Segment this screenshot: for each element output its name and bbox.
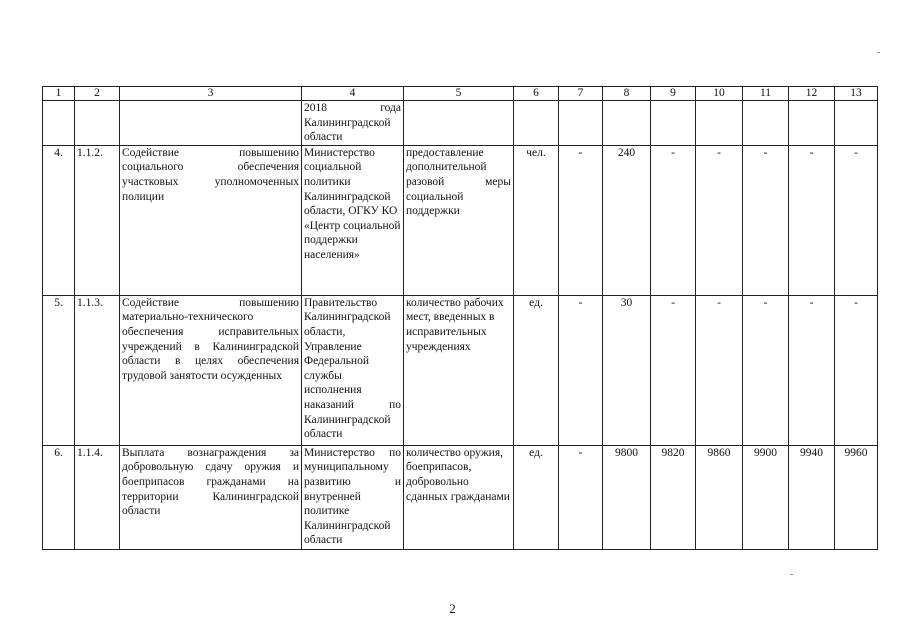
row-value-11: - [743,145,789,295]
row-indicator: количество рабочих мест, введенных в исправительных учреждениях [404,295,514,445]
table-row [43,295,878,445]
row-value-12: - [789,145,835,295]
continuation-row [43,101,878,146]
row-value-13: 9960 [835,445,878,549]
row-value-12: 9940 [789,445,835,549]
scan-speck [877,52,880,53]
row-number: 4. [43,145,75,295]
row-unit: ед. [514,295,559,445]
header-col-8: 8 [603,87,651,101]
row-value-12: - [789,295,835,445]
header-col-9: 9 [651,87,696,101]
continuation-region: Калининградской области [304,116,391,144]
row-value-7: - [559,145,603,295]
row-indicator: предоставление дополнительной разовой меры социальной поддержки [404,145,514,295]
row-value-7: - [559,295,603,445]
header-col-5: 5 [404,87,514,101]
row-value-9: - [651,295,696,445]
header-col-1: 1 [43,87,75,101]
row-value-11: 9900 [743,445,789,549]
row-value-10: - [696,295,743,445]
row-code: 1.1.2. [75,145,120,295]
scan-speck [790,574,793,575]
row-indicator: количество оружия, боеприпасов, добровольно сданных гражданами [404,445,514,549]
header-col-11: 11 [743,87,789,101]
header-col-7: 7 [559,87,603,101]
header-col-4: 4 [302,87,404,101]
page-number: 2 [449,601,456,616]
row-number: 5. [43,295,75,445]
header-col-13: 13 [835,87,878,101]
row-value-8: 30 [603,295,651,445]
row-value-13: - [835,295,878,445]
row-number: 6. [43,445,75,549]
header-col-6: 6 [514,87,559,101]
row-value-9: 9820 [651,445,696,549]
row-code: 1.1.3. [75,295,120,445]
row-value-11: - [743,295,789,445]
header-col-3: 3 [120,87,302,101]
row-measure: Выплата вознаграждения за добровольную сдачу оружия и боеприпасов гражданами на территории Калининградской области [120,445,302,549]
row-code: 1.1.4. [75,445,120,549]
row-measure: Содействие повышению социального обеспечения участковых уполномоченных полиции [120,145,302,295]
row-value-8: 9800 [603,445,651,549]
header-row [43,87,878,101]
table-row [43,145,878,295]
program-table [42,86,878,550]
row-value-13: - [835,145,878,295]
continuation-executor-cell [302,101,404,146]
row-value-7: - [559,445,603,549]
continuation-year-word: года [380,102,401,114]
row-value-10: 9860 [696,445,743,549]
continuation-year: 2018 [304,102,327,114]
row-value-10: - [696,145,743,295]
table-row [43,445,878,549]
header-col-10: 10 [696,87,743,101]
row-executor: Правительство Калининградской области, Управление Федеральной службы исполнения наказаний по Калининградской области [302,295,404,445]
row-value-9: - [651,145,696,295]
row-unit: чел. [514,145,559,295]
row-unit: ед. [514,445,559,549]
header-col-12: 12 [789,87,835,101]
row-value-8: 240 [603,145,651,295]
row-executor: Министерство социальной политики Калининградской области, ОГКУ КО «Центр социальной поддержки населения» [302,145,404,295]
row-executor: Министерство по муниципальному развитию и внутренней политике Калининградской области [302,445,404,549]
header-col-2: 2 [75,87,120,101]
row-measure: Содействие повышению материально-технического обеспечения исправительных учреждений в Калининградской области в целях обеспечения трудовой занятости осужденных [120,295,302,445]
